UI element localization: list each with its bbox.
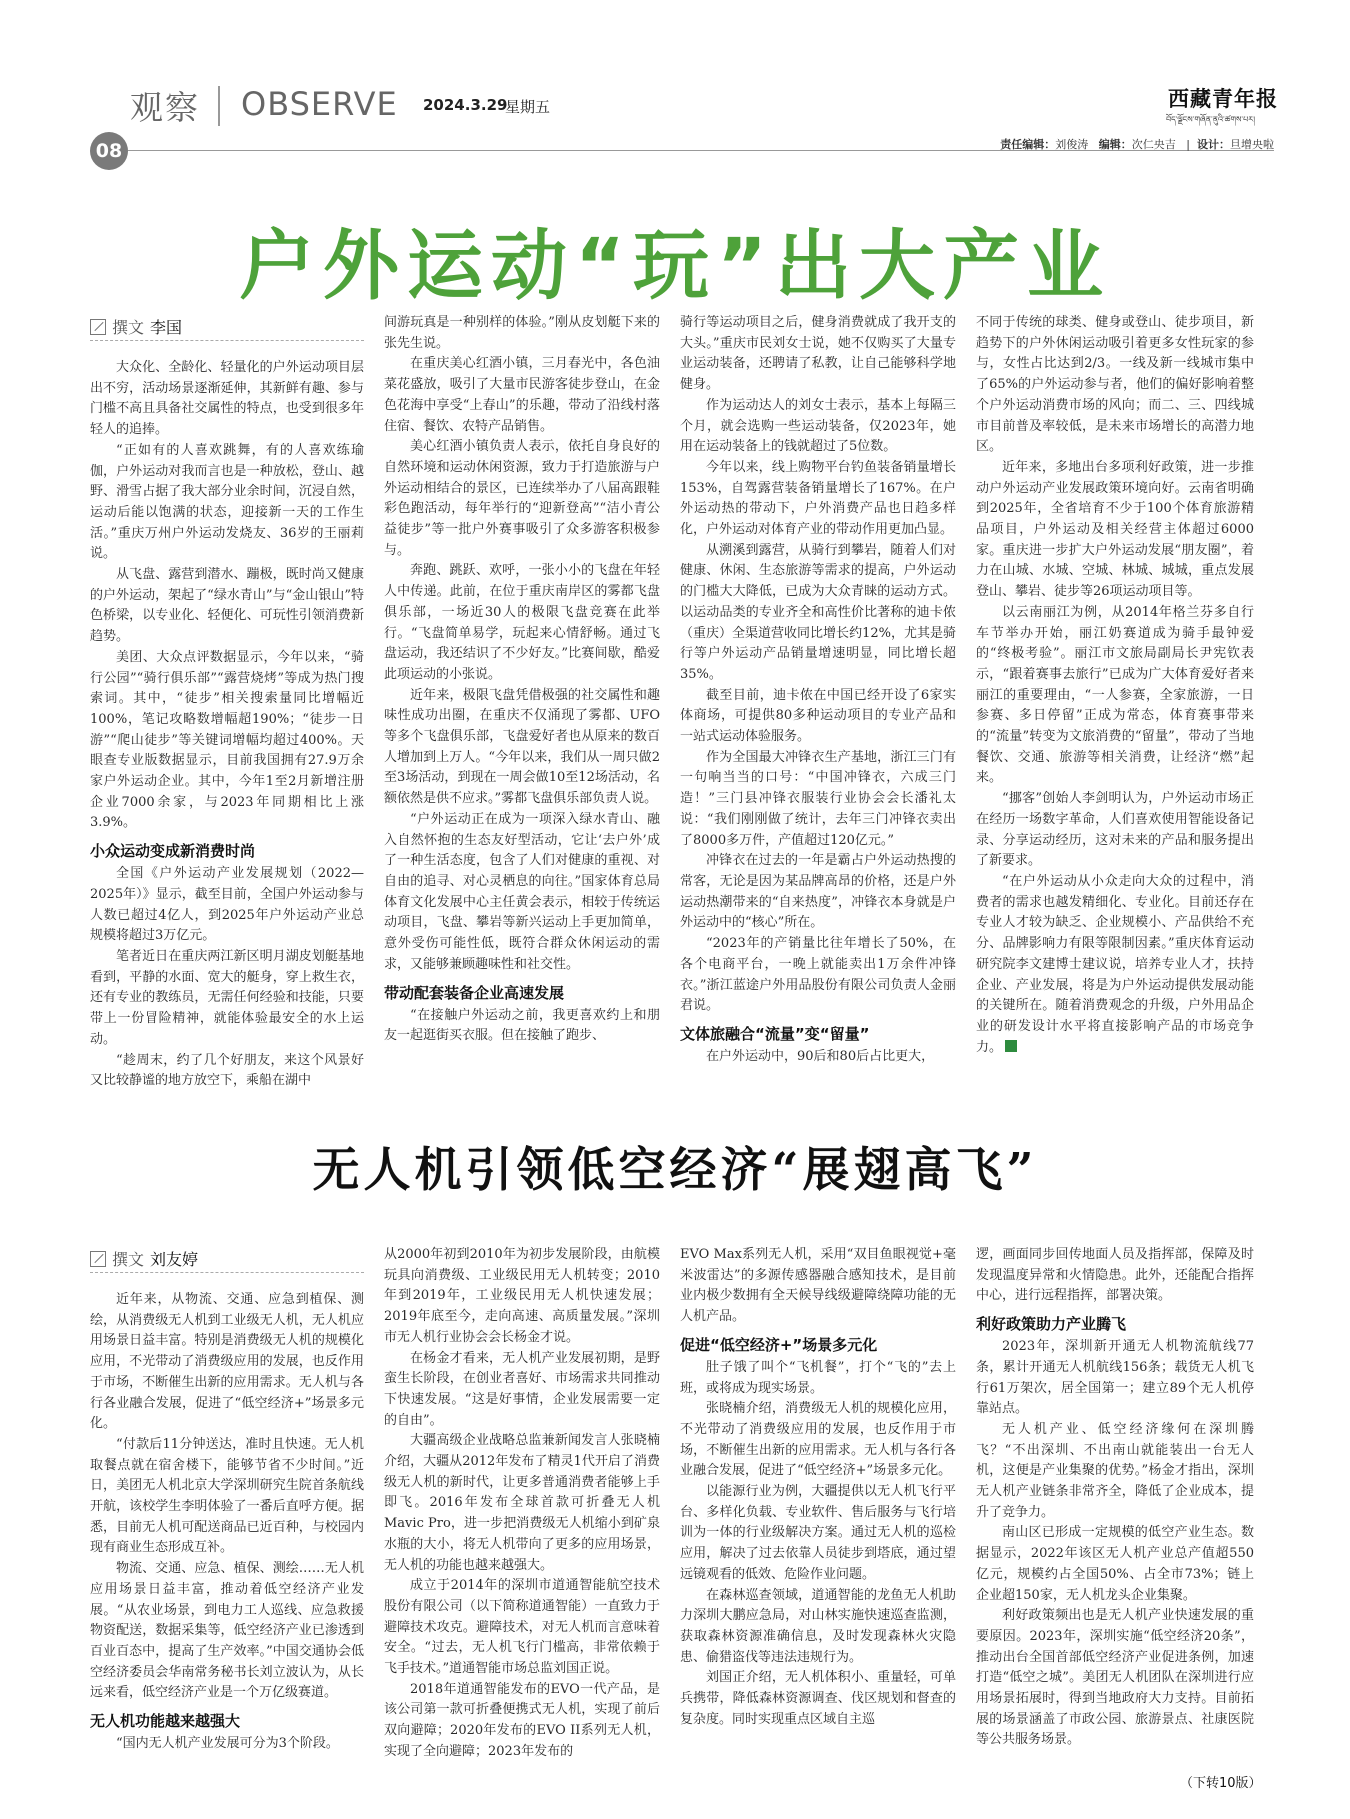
paragraph: 大疆高级企业战略总监兼新闻发言人张晓楠介绍，大疆从2012年发布了精灵1代开启了消费级无人机的新时代，让更多普通消费者能够上手即飞。2016年发布全球首款可折叠无人机Mavic Pro，进一步把消费级无人机缩小到矿泉水瓶的大小，将无人机带向了更多的应用场景，无人机的功能也越来越强大。 <box>384 1433 660 1573</box>
article1-column-3 <box>680 313 956 1098</box>
end-mark-icon <box>1005 1040 1017 1052</box>
paragraph: 间游玩真是一种别样的体验。”刚从皮划艇下来的张先生说。 <box>384 315 660 351</box>
paragraph: EVO Max系列无人机，采用“双目鱼眼视觉+毫米波雷达”的多源传感器融合感知技术，是目前业内极少数拥有全天候导线级避障绕障功能的无人机产品。 <box>680 1247 956 1325</box>
paragraph: 从溯溪到露营，从骑行到攀岩，随着人们对健康、休闲、生态旅游等需求的提高，户外运动的门槛大大降低，已成为大众青睐的运动方式。以运动品类的专业齐全和高性价比著称的迪卡侬（重庆）全渠道营收同比增长约12%，尤其是骑行等户外运动产品销量增速明显，同比增长超35%。 <box>680 542 956 682</box>
section-title-cn: 观察 <box>130 88 200 127</box>
subheading: 利好政策助力产业腾飞 <box>976 1315 1127 1334</box>
paragraph: 不同于传统的球类、健身或登山、徒步项目，新趋势下的户外休闲运动吸引着更多女性玩家的参与，女性占比达到2/3。一线及新一线城市集中了65%的户外运动参与者，他们的偏好影响着整个户外运动消费市场的风向；而二、三、四线城市目前普及率较低，是未来市场增长的高潜力地区。 <box>976 315 1254 455</box>
subheading: 带动配套装备企业高速发展 <box>384 983 565 1002</box>
paragraph: 以能源行业为例，大疆提供以无人机飞行平台、多样化负载、专业软件、售后服务与飞行培训为一体的行业级解决方案。通过无人机的巡检应用，解决了过去依靠人员徒步到塔底，通过望远镜观看的低效、危险作业问题。 <box>680 1484 956 1582</box>
article1-column-2 <box>384 313 660 1098</box>
paragraph: “正如有的人喜欢跳舞，有的人喜欢练瑜伽，户外运动对我而言也是一种放松，登山、越野、滑雪占据了我大部分业余时间，沉浸自然，运动后能以饱满的状态，迎接新一天的工作生活。”重庆万州户外运动发烧友、36岁的王丽莉说。 <box>90 442 364 562</box>
paragraph: 美心红酒小镇负责人表示，依托自身良好的自然环境和运动休闲资源，致力于打造旅游与户外运动相结合的景区，已连续举办了八届高跟鞋彩色跑活动，每年举行的“迎新登高”“洁小青公益徒步”等一批户外赛事吸引了众多游客积极参与。 <box>384 439 660 558</box>
paragraph: 截至目前，迪卡侬在中国已经开设了6家实体商场，可提供80多种运动项目的专业产品和一站式运动体验服务。 <box>680 687 956 745</box>
article2-column-2 <box>384 1245 660 1790</box>
paragraph: 在森林巡查领域，道通智能的龙鱼无人机助力深圳大鹏应急局，对山林实施快速巡查监测，获取森林资源准确信息，及时发现森林火灾隐患、偷猎盗伐等违法违规行为。 <box>680 1587 956 1665</box>
article1-headline: 户外运动“玩”出大产业 <box>239 221 1111 310</box>
editor-label: 责任编辑： <box>1000 138 1056 151</box>
pen-icon <box>90 319 106 335</box>
copyeditor-label: 编辑： <box>1098 138 1132 151</box>
paragraph: “户外运动正在成为一项深入绿水青山、融入自然怀抱的生态友好型活动，它让‘去户外’成了一种生活态度，包含了人们对健康的重视、对自由的追寻、对心灵栖息的向往。”国家体育总局体育文化发展中心主任黄会表示，相较于传统运动项目，飞盘、攀岩等新兴运动上手更加简单，意外受伤可能性低，既符合群众休闲运动的需求，又能够兼顾趣味性和社交性。 <box>384 811 660 972</box>
paragraph: “2023年的产销量比往年增长了50%，在各个电商平台，一晚上就能卖出1万余件冲锋衣。”浙江蓝途户外用品股份有限公司负责人金丽君说。 <box>680 936 956 1014</box>
issue-date: 2024.3.29 <box>423 96 508 114</box>
article2-byline <box>90 1247 198 1270</box>
subheading: 文体旅融合“流量”变“留量” <box>680 1024 870 1043</box>
editorial-credits: 责任编辑：刘俊涛 编辑：次仁央吉 | 设计：旦增央啦 <box>1000 138 1274 151</box>
paragraph: “付款后11分钟送达，准时且快速。无人机取餐点就在宿舍楼下，能够节省不少时间。”近日，美团无人机北京大学深圳研究生院首条航线开航，该校学生李明体验了一番后直呼方便。据悉，目前无人机可配送商品已近百种，与校园内现有商业生态形成互补。 <box>90 1436 364 1556</box>
paragraph: 逻，画面同步回传地面人员及指挥部，保障及时发现温度异常和火情隐患。此外，还能配合指挥中心，进行远程指挥，部署决策。 <box>976 1247 1254 1304</box>
paragraph: 作为运动达人的刘女士表示，基本上每隔三个月，就会选购一些运动装备，仅2023年，她用在运动装备上的钱就超过了5位数。 <box>680 397 956 455</box>
subheading: 促进“低空经济+”场景多元化 <box>680 1335 878 1354</box>
editor-name: 刘俊涛 <box>1055 138 1089 151</box>
subheading: 小众运动变成新消费时尚 <box>90 842 256 861</box>
paragraph: 以云南丽江为例，从2014年格兰芬多自行车节举办开始，丽江奶赛道成为骑手最钟爱的“终极考验”。丽江市文旅局副局长尹宪钦表示，“跟着赛事去旅行”已成为广大体育爱好者来丽江的重要理由，“一人参赛，全家旅游，一日参赛、多日停留”正成为常态，体育赛事带来的“流量”转变为文旅消费的“留量”，带动了当地餐饮、交通、旅游等相关消费，让经济“燃”起来。 <box>976 604 1254 786</box>
subheading: 无人机功能越来越强大 <box>90 1712 241 1731</box>
paragraph: 大众化、全龄化、轻量化的户外运动项目层出不穷，活动场景逐渐延伸，其新鲜有趣、参与门槛不高且具备社交属性的特点，也受到很多年轻人的追捧。 <box>90 360 364 438</box>
paragraph: “在接触户外运动之前，我更喜欢约上和朋友一起逛街买衣服。但在接触了跑步、 <box>384 1007 660 1044</box>
designer-label: 设计： <box>1197 138 1230 151</box>
paragraph <box>976 872 1254 1058</box>
paragraph: “趁周末，约了几个好朋友，来这个风景好又比较静谧的地方放空下，乘船在湖中 <box>90 1052 364 1089</box>
section-title-en: OBSERVE <box>241 85 398 123</box>
paragraph: 利好政策频出也是无人机产业快速发展的重要原因。2023年，深圳实施“低空经济20条”，推动出台全国首部低空经济产业促进条例，加速打造“低空之城”。美团无人机团队在深圳进行应用场景拓展时，得到当地政府大力支持。目前拓展的场景涵盖了市政公园、旅游景点、社康医院等公共服务场景。 <box>976 1608 1254 1748</box>
paragraph: 张晓楠介绍，消费级无人机的规模化应用，不光带动了消费级应用的发展，也反作用于市场，不断催生出新的应用需求。无人机与各行各业融合发展，促进了“低空经济+”场景多元化。 <box>680 1401 956 1479</box>
page-number-badge: 08 <box>90 132 128 170</box>
paragraph: “挪客”创始人李剑明认为，户外运动市场正在经历一场数字革命，人们喜欢使用智能设备记录、分享运动经历，这对未来的产品和服务提出了新要求。 <box>976 791 1254 869</box>
copyeditor-name: 次仁央吉 <box>1131 138 1176 151</box>
section-divider <box>218 86 220 126</box>
issue-weekday: 星期五 <box>505 98 551 116</box>
newspaper-name-tibetan: བོད་ལྗོངས་གཞོན་ནུའི་ཚགས་པར། <box>1166 115 1255 124</box>
paragraph: 无人机产业、低空经济缘何在深圳腾飞？“不出深圳、不出南山就能装出一台无人机，这便是产业集聚的优势。”杨金才指出，深圳无人机产业链条非常齐全，降低了企业成本，提升了竞争力。 <box>976 1421 1254 1520</box>
byline-label: 撰文 <box>112 1250 145 1269</box>
paragraph: 作为全国最大冲锋衣生产基地，浙江三门有一句响当当的口号：“中国冲锋衣，六成三门造！”三门县冲锋衣服装行业协会会长潘礼太说：“我们刚刚做了统计，去年三门冲锋衣卖出了8000多万件，产值超过120亿元。” <box>680 749 956 848</box>
paragraph: 在杨金才看来，无人机产业发展初期，是野蛮生长阶段，在创业者喜好、市场需求共同推动下快速发展。“这是好事情，企业发展需要一定的自由”。 <box>384 1350 660 1428</box>
byline-divider <box>90 340 364 342</box>
paragraph-text: “在户外运动从小众走向大众的过程中，消费者的需求也越发精细化、专业化。目前还存在专业人才较为缺乏、企业规模小、产品供给不充分、品牌影响力有限等限制因素。”重庆体育运动研究院李文建博士建议说，培养专业人才，扶持企业、产业发展，将是为户外运动提供发展动能的关键所在。随着消费观念的升级，户外用品企业的研发设计水平将直接影响产品的市场竞争力。 <box>976 873 1254 1055</box>
paragraph: 从飞盘、露营到潜水、蹦极，既时尚又健康的户外运动，架起了“绿水青山”与“金山银山”特色桥梁，以专业化、轻便化、可玩性引领消费新趋势。 <box>90 567 364 645</box>
article2-headline: 无人机引领低空经济“展翅高飞” <box>312 1143 1038 1198</box>
paragraph: 2018年道通智能发布的EVO一代产品，是该公司第一款可折叠便携式无人机，实现了前后双向避障；2020年发布的EVO II系列无人机，实现了全向避障；2023年发布的 <box>384 1681 660 1759</box>
byline-label: 撰文 <box>112 318 145 337</box>
paragraph: 近年来，极限飞盘凭借极强的社交属性和趣味性成功出圈，在重庆不仅涌现了雾都、UFO等多个飞盘俱乐部，飞盘爱好者也从原来的数百人增加到上万人。“今年以来，我们从一周只做2至3场活动，到现在一周会做10至12场活动，名额依然是供不应求。”雾都飞盘俱乐部负责人说。 <box>384 687 660 807</box>
byline-divider <box>90 1272 364 1274</box>
article1-column-1 <box>90 358 364 1098</box>
paragraph: “国内无人机产业发展可分为3个阶段。 <box>116 1736 339 1752</box>
paragraph: 成立于2014年的深圳市道通智能航空技术股份有限公司（以下简称道通智能）一直致力于避障技术攻克。避障技术，对无人机而言意味着安全。“过去，无人机飞行门槛高，非常依赖于飞手技术。”道通智能市场总监刘国正说。 <box>384 1578 660 1677</box>
article2-column-1 <box>90 1290 364 1790</box>
article2-column-4 <box>976 1245 1254 1765</box>
paragraph: 在户外运动中，90后和80后占比更大， <box>706 1048 935 1064</box>
paragraph: 2023年，深圳新开通无人机物流航线77条，累计开通无人机航线156条；载货无人机飞行61万架次，居全国第一；建立89个无人机停靠站点。 <box>976 1339 1254 1417</box>
paragraph: 物流、交通、应急、植保、测绘……无人机应用场景日益丰富，推动着低空经济产业发展。“从农业场景，到电力工人巡线、应急救援物资配送，数据采集等，低空经济产业已渗透到百业百态中，提高了生产效率。”中国交通协会低空经济委员会华南常务秘书长刘立波认为，从长远来看，低空经济产业是一个万亿级赛道。 <box>90 1561 364 1701</box>
article2-column-3 <box>680 1245 956 1790</box>
byline-author: 李国 <box>150 318 183 337</box>
paragraph: 全国《户外运动产业发展规划（2022—2025年）》显示，截至目前，全国户外运动参与人数已超过4亿人，到2025年户外运动产业总规模将超过3万亿元。 <box>90 866 364 944</box>
paragraph: 笔者近日在重庆两江新区明月湖皮划艇基地看到，平静的水面、宽大的艇身，穿上救生衣，还有专业的教练员，无需任何经验和技能，只要带上一份冒险精神，就能体验最安全的水上运动。 <box>90 948 364 1047</box>
paragraph: 冲锋衣在过去的一年是霸占户外运动热搜的常客，无论是因为某品牌高昂的价格，还是户外运动热潮带来的“自来热度”，冲锋衣本身就是户外运动中的“核心”所在。 <box>680 853 956 931</box>
paragraph: 奔跑、跳跃、欢呼，一张小小的飞盘在年轻人中传递。此前，在位于重庆南岸区的雾都飞盘俱乐部，一场近30人的极限飞盘竞赛在此举行。“飞盘简单易学，玩起来心情舒畅。通过飞盘运动，我还结识了不少好友。”比赛间歇，酷爱此项运动的小张说。 <box>384 563 660 682</box>
paragraph: 美团、大众点评数据显示，今年以来，“骑行公园”“骑行俱乐部”“露营烧烤”等成为热门搜索词。其中，“徒步”相关搜索量同比增幅近100%，笔记攻略数增幅超190%；“徒步一日游”“爬山徒步”等关键词增幅均超过400%。天眼查专业版数据显示，目前我国拥有27.9万余家户外运动企业。其中，今年1至2月新增注册企业7000余家，与2023年同期相比上涨3.9%。 <box>90 649 364 831</box>
newspaper-name: 西藏青年报 <box>1168 86 1278 111</box>
article1-byline <box>90 315 182 338</box>
article1-column-4 <box>976 313 1254 1098</box>
paragraph: 今年以来，线上购物平台钓鱼装备销量增长153%，自驾露营装备销量增长了167%。在户外运动热的带动下，户外消费产品也日趋多样化，户外运动对体育产业的带动作用更加凸显。 <box>680 459 956 538</box>
paragraph: 骑行等运动项目之后，健身消费就成了我开支的大头。”重庆市民刘女士说，她不仅购买了大量专业运动装备，还聘请了私教，让自己能够科学地健身。 <box>680 315 956 393</box>
continued-on-page-note: （下转10版） <box>1180 1776 1262 1791</box>
paragraph: 近年来，多地出台多项利好政策，进一步推动户外运动产业发展政策环境向好。云南省明确到2025年，全省培育不少于100个体育旅游精品项目，户外运动及相关经营主体超过6000家。重庆进一步扩大户外运动发展“朋友圈”，着力在山城、水城、空城、林城、城城，重点发展登山、攀岩、徒步等26项运动项目等。 <box>976 459 1254 600</box>
paragraph: 在重庆美心红酒小镇，三月春光中，各色油菜花盛放，吸引了大量市民游客徒步登山，在金色花海中享受“上春山”的乐趣，带动了沿线村落住宿、餐饮、农特产品销售。 <box>384 356 660 434</box>
designer-name: 旦增央啦 <box>1230 138 1274 151</box>
paragraph: 肚子饿了叫个“飞机餐”，打个“飞的”去上班，或将成为现实场景。 <box>680 1359 956 1396</box>
paragraph: 南山区已形成一定规模的低空产业生态。数据显示，2022年该区无人机产业总产值超550亿元，规模约占全国50%、占全市73%；链上企业超150家，无人机龙头企业集聚。 <box>976 1525 1254 1603</box>
paragraph: 近年来，从物流、交通、应急到植保、测绘，从消费级无人机到工业级无人机，无人机应用场景日益丰富。特别是消费级无人机的规模化应用，不光带动了消费级应用的发展，也反作用于市场，不断催生出新的应用需求。无人机与各行各业融合发展，促进了“低空经济+”场景多元化。 <box>90 1292 364 1432</box>
paragraph: 从2000年初到2010年为初步发展阶段，由航模玩具向消费级、工业级民用无人机转变；2010年到2019年，工业级民用无人机快速发展；2019年底至今，走向高速、高质量发展。”深圳市无人机行业协会会长杨金才说。 <box>384 1247 660 1345</box>
byline-author: 刘友婷 <box>150 1250 199 1269</box>
paragraph: 刘国正介绍，无人机体积小、重量轻，可单兵携带，降低森林资源调查、伐区规划和督查的复杂度。同时实现重点区域自主巡 <box>680 1670 956 1727</box>
pen-icon <box>90 1251 106 1267</box>
